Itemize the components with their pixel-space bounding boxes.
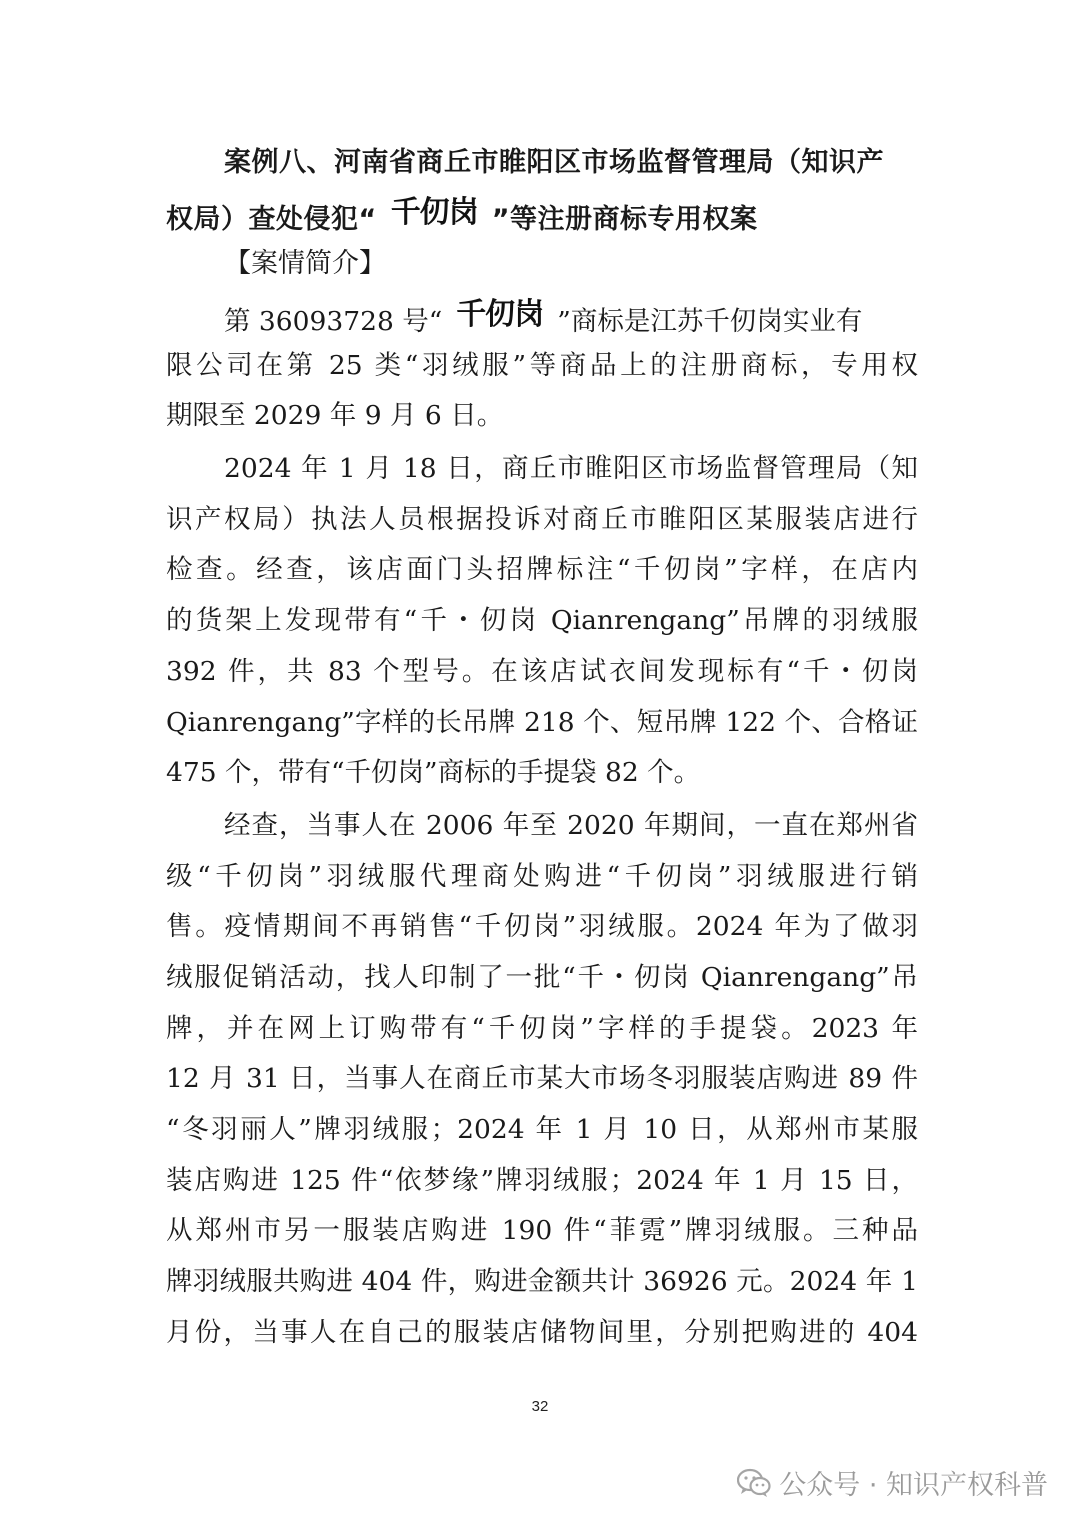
paragraph-3-line: 12 月 31 日，当事人在商丘市某大市场冬羽服装店购进 89 件: [166, 1063, 918, 1095]
paragraph-2-line: 的货架上发现带有“千・仞岗 Qianrengang”吊牌的羽绒服: [166, 605, 918, 637]
paragraph-3-line: 从郑州市另一服装店购进 190 件“菲霓”牌羽绒服。三种品: [166, 1215, 918, 1247]
paragraph-3-line: 月份，当事人在自己的服装店储物间里，分别把购进的 404: [166, 1316, 918, 1348]
paragraph-3-line: 绒服促销活动，找人印制了一批“千・仞岗 Qianrengang”吊: [166, 961, 918, 993]
paragraph-3-line: “冬羽丽人”牌羽绒服；2024 年 1 月 10 日，从郑州市某服: [166, 1114, 918, 1145]
paragraph-3-line: 售。疫情期间不再销售“千仞岗”羽绒服。2024 年为了做羽: [166, 911, 918, 943]
paragraph-2-line: Qianrengang”字样的长吊牌 218 个、短吊牌 122 个、合格证: [166, 706, 918, 738]
document-page: [166, 138, 918, 1358]
trademark-logo-image: 千仞岗: [390, 195, 478, 230]
paragraph-2-line: 检查。经查，该店面门头招牌标注“千仞岗”字样，在店内: [166, 554, 918, 586]
page-number: 32: [531, 1398, 549, 1415]
watermark-text: 公众号 · 知识产权科普: [779, 1470, 1048, 1501]
section-heading: 【案情简介】: [224, 248, 386, 279]
paragraph-2-line: 2024 年 1 月 18 日，商丘市睢阳区市场监督管理局（知: [224, 453, 918, 485]
case-title-suffix: ”等注册商标专用权案: [491, 204, 758, 235]
registration-number-text: 第 36093728 号“: [224, 306, 443, 337]
case-title-prefix: 权局）查处侵犯“: [166, 204, 377, 235]
paragraph-2-line: 识产权局）执法人员根据投诉对商丘市睢阳区某服装店进行: [166, 503, 918, 535]
case-title-line-1: 案例八、河南省商丘市睢阳区市场监督管理局（知识产: [224, 147, 884, 178]
trademark-owner-text: ”商标是江苏千仞岗实业有: [557, 306, 863, 337]
paragraph-1-line: 期限至 2029 年 9 月 6 日。: [166, 400, 504, 432]
paragraph-1-line-1: [166, 290, 918, 341]
paragraph-3-line: 级“千仞岗”羽绒服代理商处购进“千仞岗”羽绒服进行销: [166, 860, 918, 892]
paragraph-3-line: 装店购进 125 件“依梦缘”牌羽绒服；2024 年 1 月 15 日，: [166, 1164, 918, 1196]
paragraph-3-line: 经查，当事人在 2006 年至 2020 年期间，一直在郑州省: [224, 809, 918, 841]
trademark-logo-image: 千仞岗: [456, 297, 544, 332]
source-watermark: [737, 1463, 1048, 1502]
paragraph-2-line: 392 件，共 83 个型号。在该店试衣间发现标有“千・仞岗: [166, 655, 918, 687]
case-title-line-2: [166, 188, 918, 238]
paragraph-2-line: 475 个，带有“千仞岗”商标的手提袋 82 个。: [166, 757, 701, 789]
paragraph-3-line: 牌，并在网上订购带有“千仞岗”字样的手提袋。2023 年: [166, 1012, 918, 1044]
wechat-icon: [737, 1468, 771, 1498]
paragraph-3-line: 牌羽绒服共购进 404 件，购进金额共计 36926 元。2024 年 1: [166, 1266, 918, 1298]
paragraph-1-line: 限公司在第 25 类“羽绒服”等商品上的注册商标，专用权: [166, 349, 918, 381]
